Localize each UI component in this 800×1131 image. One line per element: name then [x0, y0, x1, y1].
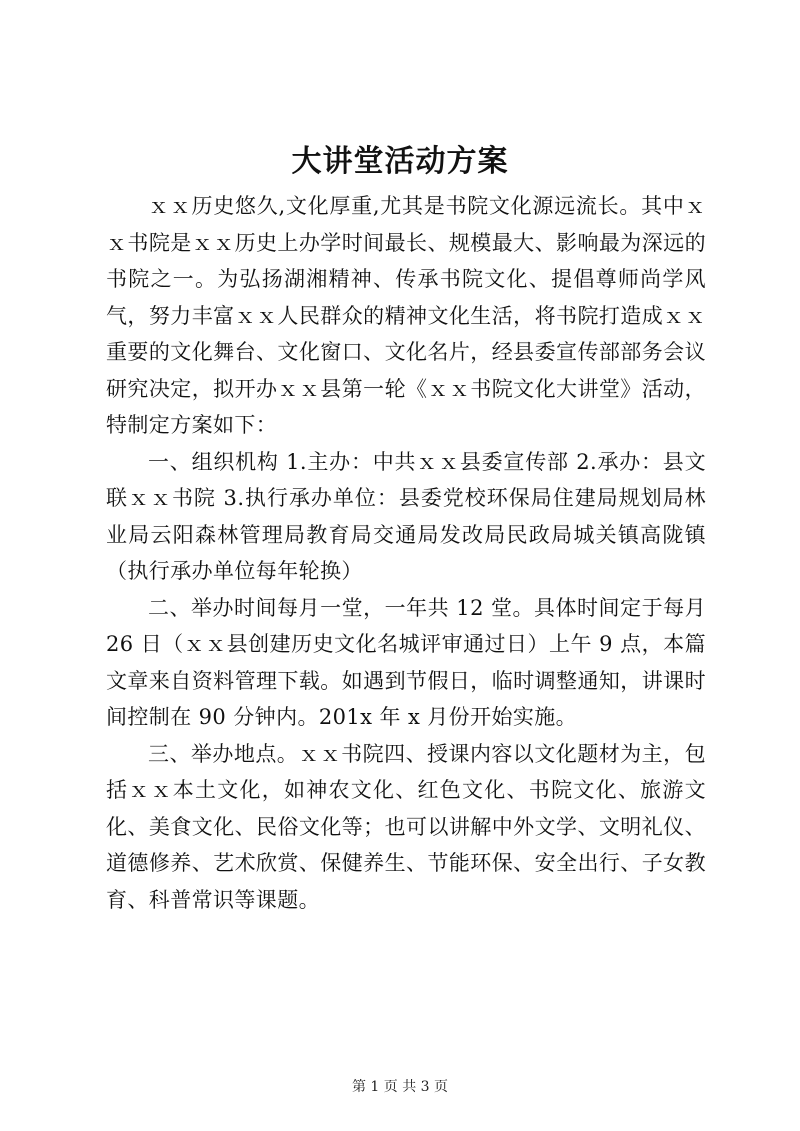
paragraph-location-content: 三、举办地点。ｘｘ书院四、授课内容以文化题材为主，包括ｘｘ本土文化，如神农文化、红色文化、书院文化、旅游文化、美食文化、民俗文化等；也可以讲解中外文学、文明礼仪、道德修养、艺术欣赏、保健养生、节能环保、安全出行、子女教育、科普常识等课题。 [106, 741, 706, 912]
paragraph-intro: ｘｘ历史悠久,文化厚重,尤其是书院文化源远流长。其中ｘｘ书院是ｘｘ历史上办学时间最长、规模最大、影响最为深远的书院之一。为弘扬湖湘精神、传承书院文化、提倡尊师尚学风气，努力丰富ｘｘ人民群众的精神文化生活，将书院打造成ｘｘ重要的文化舞台、文化窗口、文化名片，经县委宣传部部务会议研究决定，拟开办ｘｘ县第一轮《ｘｘ书院文化大讲堂》活动，特制定方案如下： [106, 194, 706, 437]
document-title: 大讲堂活动方案 [291, 144, 509, 179]
page-footer: 第 1 页 共 3 页 [351, 1079, 449, 1095]
paragraph-organization: 一、组织机构 1.主办：中共ｘｘ县委宣传部 2.承办：县文联ｘｘ书院 3.执行承办单位：县委党校环保局住建局规划局林业局云阳森林管理局教育局交通局发改局民政局城关镇高陇镇（执行承办单位每年轮换） [106, 449, 706, 583]
paragraph-schedule: 二、举办时间每月一堂，一年共 12 堂。具体时间定于每月 26 日（ｘｘ县创建历史文化名城评审通过日）上午 9 点，本篇文章来自资料管理下载。如遇到节假日，临时调整通知，讲课时间控制在 90 分钟内。201x 年 x 月份开始实施。 [106, 595, 706, 729]
document-body [106, 188, 706, 918]
